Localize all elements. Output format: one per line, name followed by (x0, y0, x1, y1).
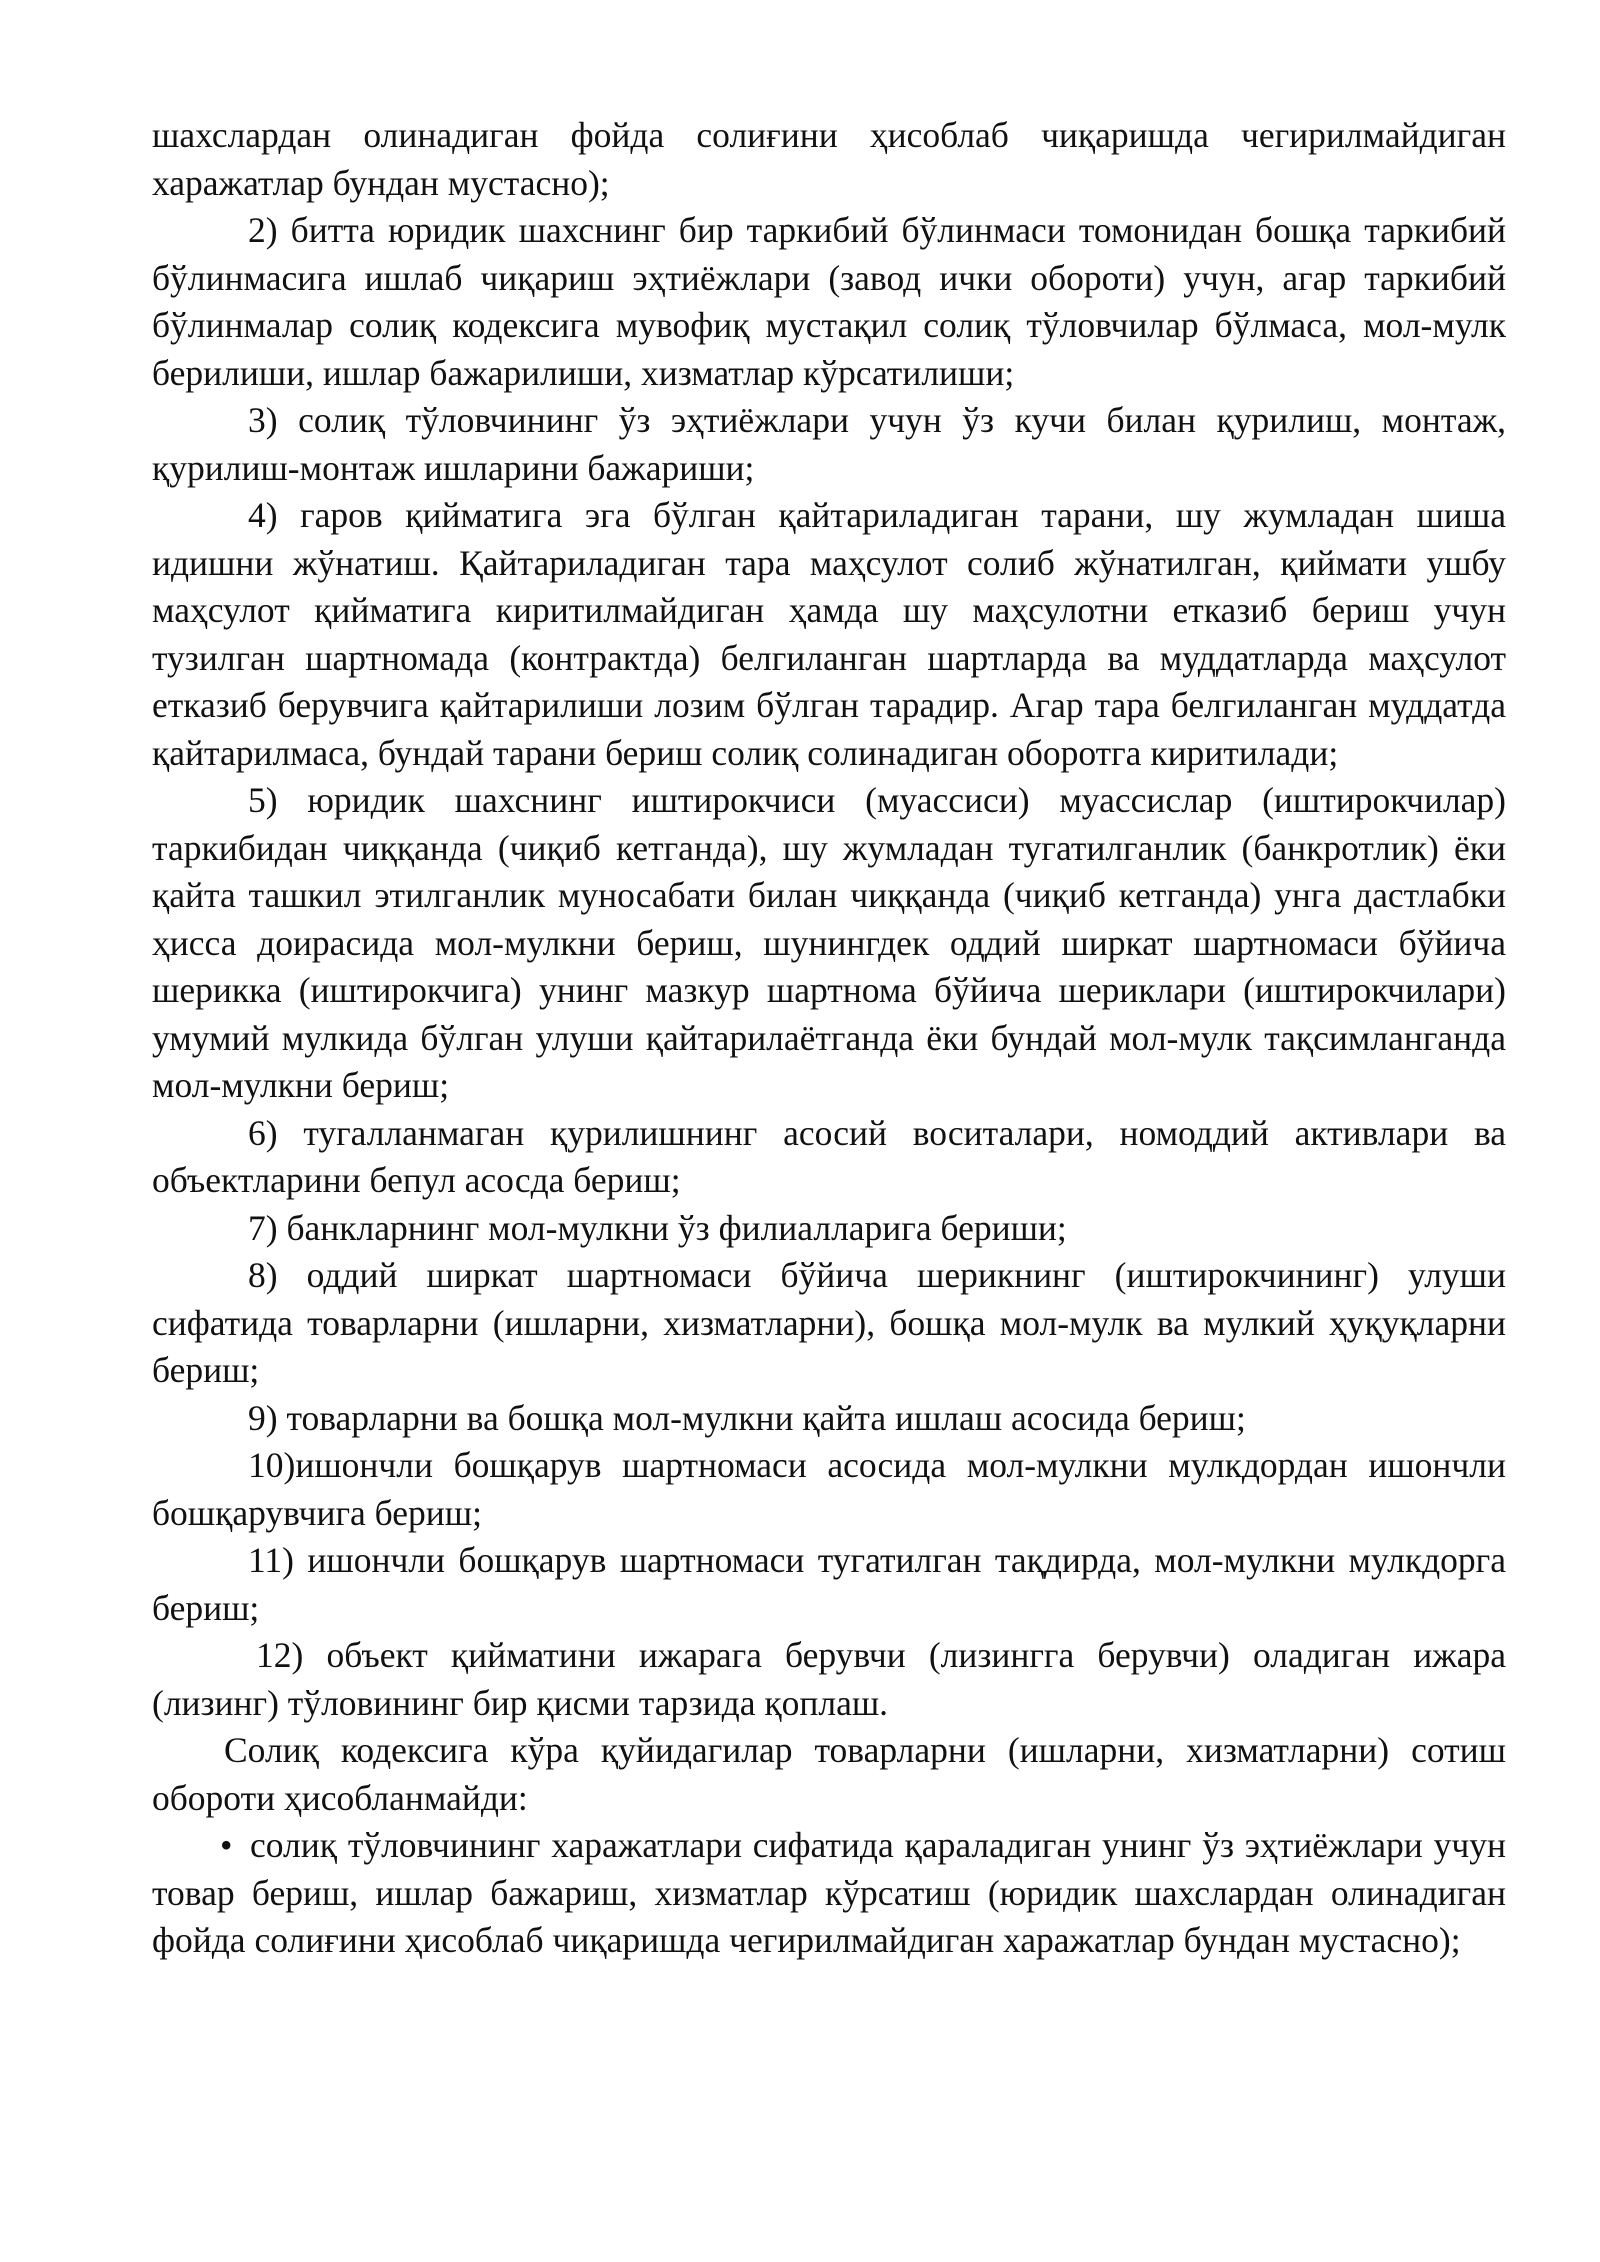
document-page (152, 112, 1506, 1965)
list-item-8: 8) оддий ширкат шартномаси бўйича шерикнинг (иштирокчининг) улуши сифатида товарларни (ишларни, хизматларни), бошқа мол-мулк ва мулкий ҳуқуқларни бериш; (152, 1255, 1506, 1390)
bullet-paragraph (152, 1822, 1506, 1965)
bullet-text: солиқ тўловчининг харажатлари сифатида қараладиган унинг ўз эҳтиёжлари учун товар бериш, ишлар бажариш, хизматлар кўрсатиш (юридик шахслардан олинадиган фойда солиғини ҳисоблаб чиқаришда чегирилмайдиган харажатлар бундан мустасно); (152, 1825, 1506, 1960)
list-item-5: 5) юридик шахснинг иштирокчиси (муассиси) муассислар (иштирокчилар) таркибидан чиққанда (чиқиб кетганда), шу жумладан тугатилганлик (банкротлик) ёки қайта ташкил этилганлик муносабати билан чиққанда (чиқиб кетганда) унга дастлабки ҳисса доирасида мол-мулкни бериш, шунингдек оддий ширкат шартномаси бўйича шерикка (иштирокчига) унинг мазкур шартнома бўйича шериклари (иштирокчилари) умумий мулкида бўлган улуши қайтарилаётганда ёки бундай мол-мулк тақсимланганда мол-мулкни бериш; (152, 780, 1506, 1105)
list-item-9: 9) товарларни ва бошқа мол-мулкни қайта ишлаш асосида бериш; (248, 1397, 1246, 1438)
list-item-10: 10)ишончли бошқарув шартномаси асосида мол-мулкни мулкдордан ишончли бошқарувчига бериш; (152, 1445, 1506, 1533)
list-item-3: 3) солиқ тўловчининг ўз эҳтиёжлари учун ўз кучи билан қурилиш, монтаж, қурилиш-монтаж ишларини бажариши; (152, 400, 1506, 488)
list-item-2: 2) битта юридик шахснинг бир таркибий бўлинмаси томонидан бошқа таркибий бўлинмасига ишлаб чиқариш эҳтиёжлари (завод ички обороти) учун, агар таркибий бўлинмалар солиқ кодексига мувофиқ мустақил солиқ тўловчилар бўлмаса, мол-мулк берилиши, ишлар бажарилиши, хизматлар кўрсатилиши; (152, 210, 1506, 393)
intro-paragraph: Солиқ кодексига кўра қуйидагилар товарларни (ишларни, хизматларни) сотиш обороти ҳисобланмайди: (152, 1730, 1506, 1818)
list-item-4: 4) гаров қийматига эга бўлган қайтариладиган тарани, шу жумладан шиша идишни жўнатиш. Қайтариладиган тара маҳсулот солиб жўнатилган, қиймати ушбу маҳсулот қийматига киритилмайдиган ҳамда шу маҳсулотни етказиб бериш учун тузилган шартномада (контрактда) белгиланган шартларда ва муддатларда маҳсулот етказиб берувчига қайтарилиши лозим бўлган тарадир. Агар тара белгиланган муддатда қайтарилмаса, бундай тарани бериш солиқ солинадиган оборотга киритилади; (152, 495, 1506, 773)
bullet-icon: • (220, 1825, 233, 1865)
list-item-11: 11) ишончли бошқарув шартномаси тугатилган тақдирда, мол-мулкни мулкдорга бериш; (152, 1540, 1506, 1628)
list-item-6: 6) тугалланмаган қурилишнинг асосий воситалари, номоддий активлари ва объектларини бепул асосда бериш; (152, 1112, 1506, 1200)
list-item-7: 7) банкларнинг мол-мулкни ўз филиалларига бериши; (248, 1207, 1067, 1248)
continuation-paragraph: шахслардан олинадиган фойда солиғини ҳисоблаб чиқаришда чегирилмайдиган харажатлар бундан мустасно); (152, 115, 1506, 203)
list-item-12: 12) объект қийматини ижарага берувчи (лизингга берувчи) оладиган ижара (лизинг) тўловининг бир қисми тарзида қоплаш. (152, 1635, 1506, 1723)
